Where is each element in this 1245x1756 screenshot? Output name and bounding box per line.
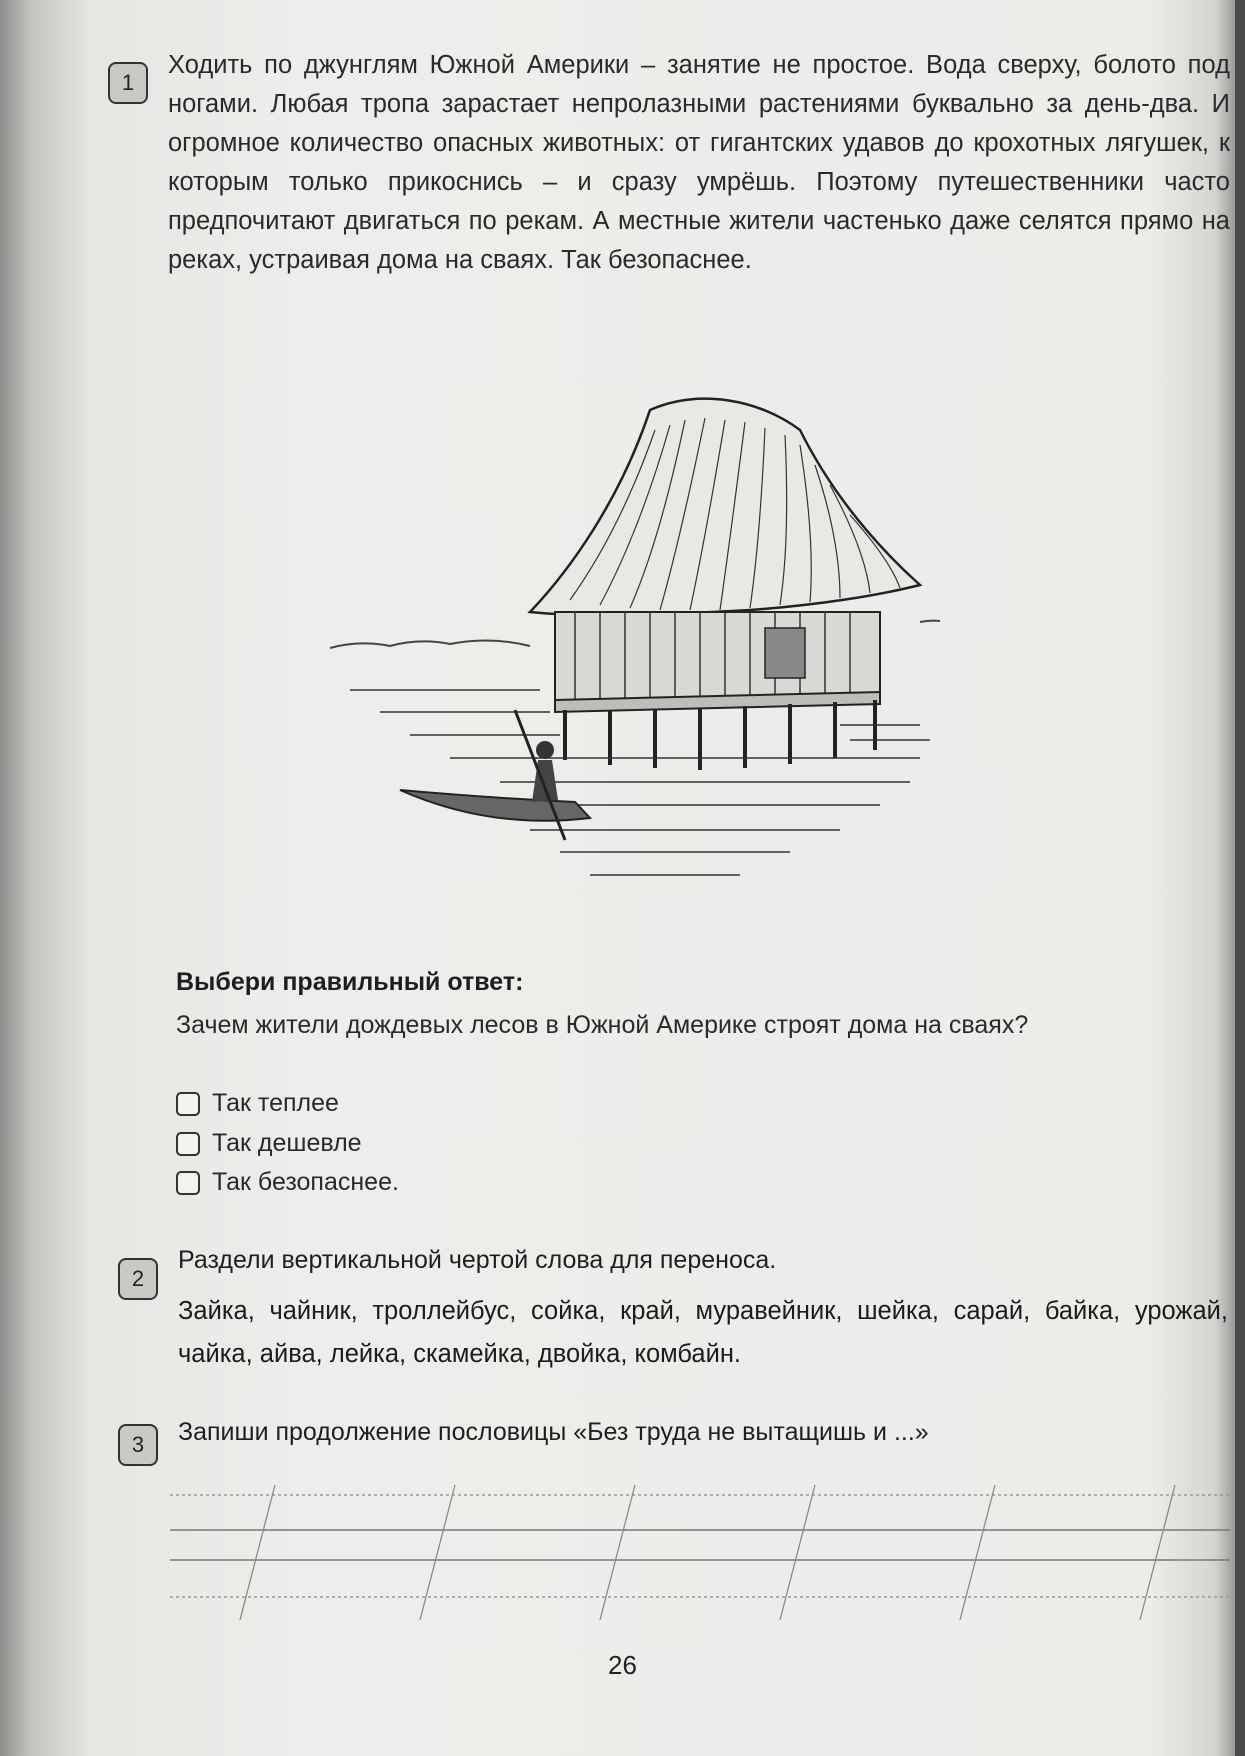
task-number: 2 bbox=[131, 1266, 145, 1291]
question-text: Зачем жители дождевых лесов в Южной Америке строят дома на сваях? bbox=[176, 1011, 1029, 1039]
option-label: Так безопаснее. bbox=[212, 1168, 399, 1196]
checkbox[interactable] bbox=[176, 1092, 200, 1116]
question-heading: Выбери правильный ответ: bbox=[176, 968, 524, 996]
answer-option[interactable] bbox=[176, 1168, 399, 1197]
task1-paragraph: Ходить по джунглям Южной Америки – занятие не простое. Вода сверху, болото под ногами. Любая тропа зарастает непролазными растениями буквально за день-два. И огромное количество опасных животных: от гигантских удавов до крохотных лягушек, к которым только прикоснись – и сразу умрёшь. Поэтому путешественники часто предпочитают двигаться по рекам. А местные жители частенько даже селятся прямо на реках, устраивая дома на сваях. Так безопаснее. bbox=[168, 51, 1230, 274]
task2-instruction: Раздели вертикальной чертой слова для переноса. bbox=[178, 1246, 777, 1274]
answer-option[interactable] bbox=[176, 1129, 362, 1158]
stilt-house-illustration bbox=[320, 390, 940, 910]
book-spine bbox=[1235, 0, 1245, 1756]
handwriting-lines[interactable] bbox=[170, 1485, 1230, 1620]
task2-words: Зайка, чайник, троллейбус, сойка, край, муравейник, шейка, сарай, байка, урожай, чайка, айва, лейка, скамейка, двойка, комбайн. bbox=[178, 1297, 1228, 1368]
checkbox[interactable] bbox=[176, 1171, 200, 1195]
answer-option[interactable] bbox=[176, 1089, 339, 1118]
task-number: 1 bbox=[121, 70, 135, 95]
task-number: 3 bbox=[131, 1432, 145, 1457]
page-number: 26 bbox=[608, 1650, 637, 1680]
task3-instruction: Запиши продолжение пословицы «Без труда не вытащишь и ...» bbox=[178, 1418, 929, 1446]
task-number-badge bbox=[108, 62, 148, 104]
option-label: Так дешевле bbox=[212, 1129, 362, 1157]
task-number-badge bbox=[118, 1258, 158, 1300]
checkbox[interactable] bbox=[176, 1132, 200, 1156]
task-number-badge bbox=[118, 1424, 158, 1466]
option-label: Так теплее bbox=[212, 1089, 339, 1117]
